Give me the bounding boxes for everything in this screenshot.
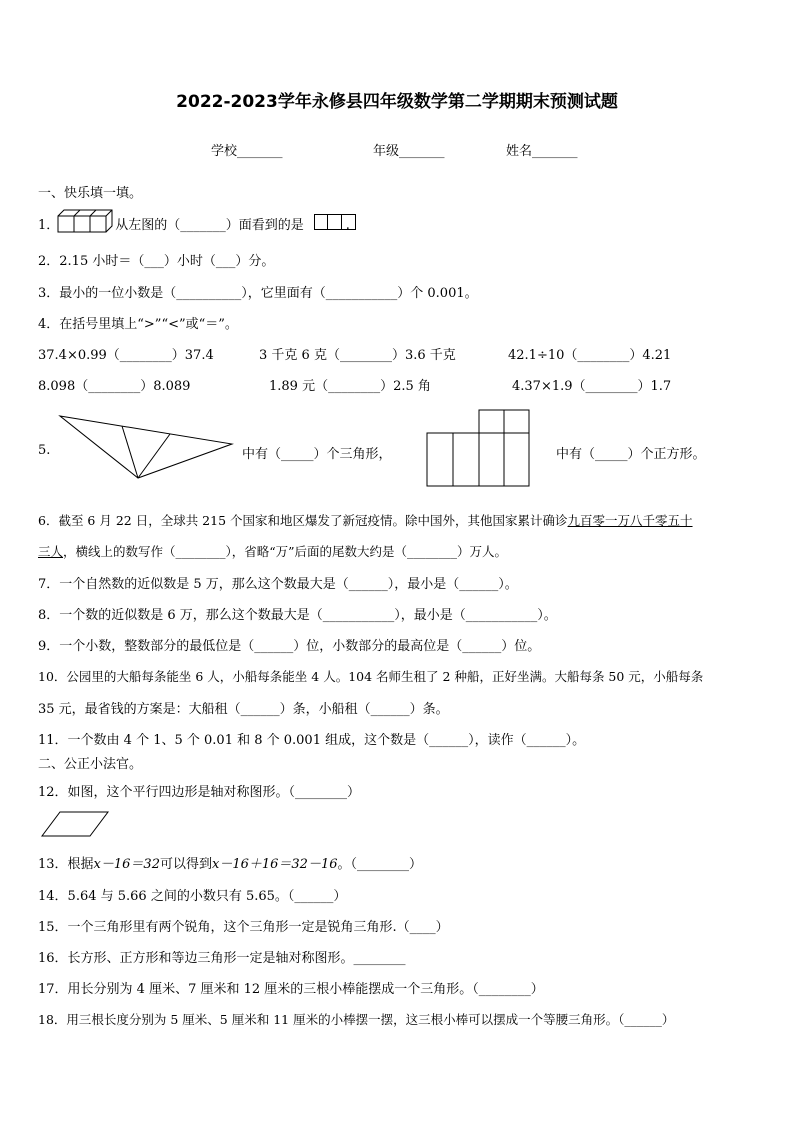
q1-number: 1． — [38, 218, 60, 233]
q4-row2-col1: 8.098（________）8.089 — [38, 379, 191, 394]
parallelogram-figure — [41, 811, 109, 837]
section-1-heading: 一、快乐填一填。 — [38, 186, 143, 201]
front-view-squares — [314, 214, 356, 230]
q13-equation-2: x－16＋16＝32－16 — [211, 857, 338, 872]
square-count-figure — [426, 409, 530, 487]
page-title: 2022-2023学年永修县四年级数学第二学期期末预测试题 — [176, 92, 618, 112]
question-18: 18．用三根长度分别为 5 厘米、5 厘米和 11 厘米的小棒摆一摆，这三根小棒可以摆成一个等腰三角形。（______） — [38, 1012, 675, 1027]
q6-underlined-b: 三人 — [38, 544, 64, 559]
q4-row2-col2: 1.89 元（________）2.5 角 — [269, 379, 431, 394]
question-10-line2: 35 元，最省钱的方案是：大船租（______）条，小船租（______）条。 — [38, 702, 449, 717]
q13-text-a: 13．根据 — [38, 857, 94, 872]
question-4: 4．在括号里填上“>”“<”或“＝”。 — [38, 317, 238, 332]
question-15: 15．一个三角形里有两个锐角，这个三角形一定是锐角三角形.（____） — [38, 920, 449, 935]
question-6-line1 — [38, 511, 693, 529]
question-6-line2 — [38, 542, 507, 560]
q6-underlined-a: 九百零一万八千零五十 — [567, 513, 693, 528]
triangle-count-figure — [58, 414, 234, 480]
q13-text-c: 。（________） — [337, 857, 422, 872]
question-8: 8．一个数的近似数是 6 万，那么这个数最大是（___________），最小是（___________）。 — [38, 608, 557, 623]
q4-row1-col3: 42.1÷10（________）4.21 — [508, 348, 672, 363]
q13-text-b: 可以得到 — [159, 857, 212, 872]
q1-end: . — [345, 218, 350, 233]
question-11: 11．一个数由 4 个 1、5 个 0.01 和 8 个 0.001 组成，这个数是（______），读作（______）。 — [38, 733, 586, 748]
question-13 — [38, 853, 422, 872]
q1-text: 从左图的（_______）面看到的是 — [115, 218, 304, 233]
q5-number: 5. — [38, 443, 51, 458]
question-17: 17．用长分别为 4 厘米、7 厘米和 12 厘米的三根小棒能摆成一个三角形。（________） — [38, 982, 544, 997]
q4-row1-col2: 3 千克 6 克（________）3.6 千克 — [259, 348, 456, 363]
grade-field: 年级_______ — [373, 144, 445, 159]
question-7: 7．一个自然数的近似数是 5 万，那么这个数最大是（______），最小是（______）。 — [38, 577, 518, 592]
q13-equation-1: x－16＝32 — [93, 857, 160, 872]
question-10-line1: 10．公园里的大船每条能坐 6 人，小船每条能坐 4 人。104 名师生租了 2 种船，正好坐满。大船每条 50 元，小船每条 — [38, 669, 704, 684]
q6-text-b: ，横线上的数写作（________），省略“万”后面的尾数大约是（________）万人。 — [63, 544, 508, 559]
name-field: 姓名_______ — [506, 144, 578, 159]
q4-row1-col1: 37.4×0.99（________）37.4 — [38, 348, 214, 363]
cube-stack-figure — [57, 209, 113, 233]
question-2: 2．2.15 小时＝（___）小时（___）分。 — [38, 254, 275, 269]
q5-triangle-text: 中有（_____）个三角形， — [242, 447, 392, 462]
q6-text-a: 6．截至 6 月 22 日，全球共 215 个国家和地区爆发了新冠疫情。除中国外，其他国家累计确诊 — [38, 513, 568, 528]
school-field: 学校_______ — [211, 144, 283, 159]
question-16: 16．长方形、正方形和等边三角形一定是轴对称图形。________ — [38, 951, 406, 966]
q5-square-text: 中有（_____）个正方形。 — [556, 447, 706, 462]
question-9: 9．一个小数，整数部分的最低位是（______）位，小数部分的最高位是（______）位。 — [38, 639, 541, 654]
question-12: 12．如图，这个平行四边形是轴对称图形。（________） — [38, 785, 361, 800]
section-2-heading: 二、公正小法官。 — [38, 757, 143, 772]
question-14: 14．5.64 与 5.66 之间的小数只有 5.65。（______） — [38, 889, 347, 904]
question-3: 3．最小的一位小数是（__________），它里面有（___________）个 0.001。 — [38, 286, 478, 301]
q4-row2-col3: 4.37×1.9（________）1.7 — [512, 379, 672, 394]
